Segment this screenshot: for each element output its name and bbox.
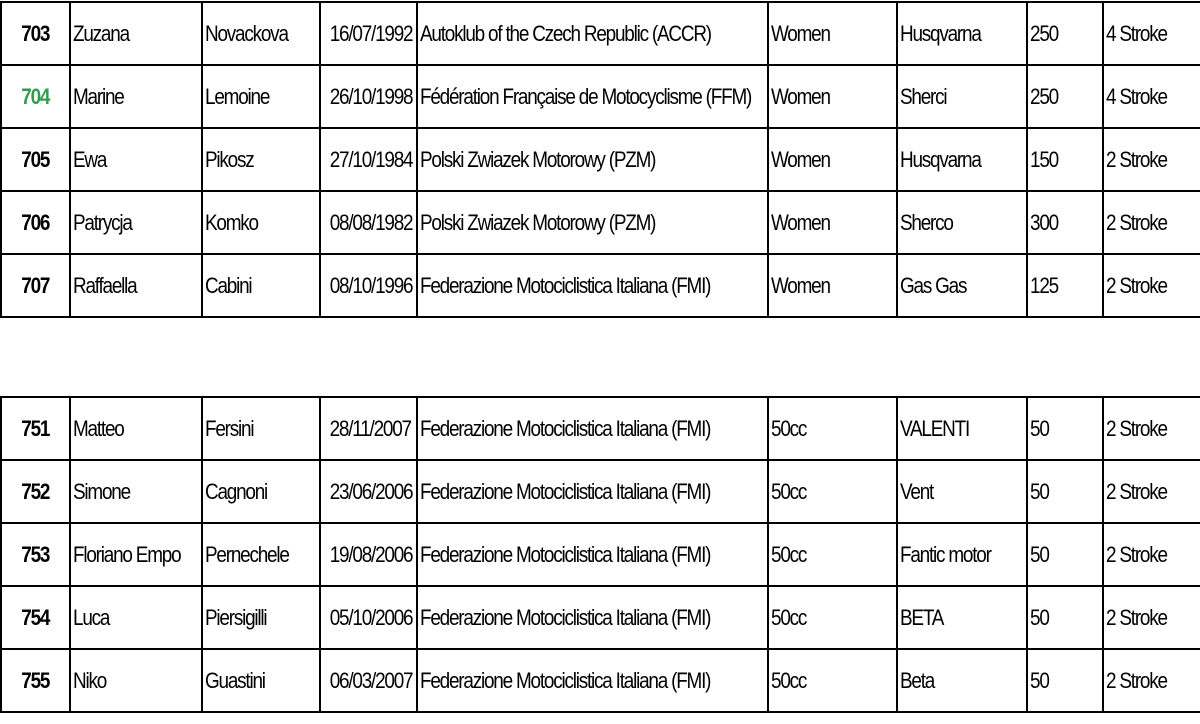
rider-number: 754 xyxy=(21,604,50,630)
rider-number: 705 xyxy=(21,146,50,172)
last-name: Piersigilli xyxy=(205,604,267,630)
last-name-cell xyxy=(202,586,320,649)
last-name-cell xyxy=(202,397,320,460)
engine-type: 2 Stroke xyxy=(1106,667,1167,693)
date-of-birth-cell xyxy=(320,128,417,191)
engine-cc: 50 xyxy=(1030,667,1049,693)
class-cell xyxy=(768,397,897,460)
rider-number-cell xyxy=(1,523,70,586)
federation-cell xyxy=(417,397,768,460)
class: 50cc xyxy=(771,667,807,693)
table-row xyxy=(1,460,1200,523)
first-name-cell xyxy=(70,2,202,65)
rider-number-cell xyxy=(1,191,70,254)
engine-type-cell xyxy=(1103,586,1200,649)
motorcycle-make-cell xyxy=(897,191,1027,254)
engine-cc: 50 xyxy=(1030,541,1049,567)
federation-cell xyxy=(417,254,768,317)
motorcycle-make-cell xyxy=(897,586,1027,649)
federation-cell xyxy=(417,586,768,649)
rider-number: 753 xyxy=(21,541,50,567)
engine-type: 2 Stroke xyxy=(1106,478,1167,504)
first-name-cell xyxy=(70,128,202,191)
entry-table-body xyxy=(1,2,1200,317)
entry-table-50cc xyxy=(0,396,1200,713)
table-row xyxy=(1,397,1200,460)
rider-number-cell xyxy=(1,586,70,649)
engine-cc-cell xyxy=(1027,397,1103,460)
date-of-birth: 28/11/2007 xyxy=(329,415,411,441)
motorcycle-make: Husqvarna xyxy=(900,146,981,172)
date-of-birth: 16/07/1992 xyxy=(329,20,413,46)
first-name: Ewa xyxy=(73,146,107,172)
class: 50cc xyxy=(771,541,807,567)
date-of-birth-cell xyxy=(320,2,417,65)
first-name: Luca xyxy=(73,604,110,630)
engine-type: 4 Stroke xyxy=(1106,20,1167,46)
engine-cc: 50 xyxy=(1030,415,1049,441)
last-name-cell xyxy=(202,191,320,254)
federation: Autoklub of the Czech Republic (ACCR) xyxy=(420,20,711,46)
rider-number: 752 xyxy=(21,478,50,504)
class-cell xyxy=(768,128,897,191)
table-row xyxy=(1,65,1200,128)
engine-type-cell xyxy=(1103,523,1200,586)
class-cell xyxy=(768,65,897,128)
federation: Federazione Motociclistica Italiana (FMI) xyxy=(420,604,711,630)
first-name-cell xyxy=(70,65,202,128)
engine-cc-cell xyxy=(1027,523,1103,586)
class-cell xyxy=(768,586,897,649)
first-name-cell xyxy=(70,397,202,460)
last-name: Komko xyxy=(205,209,258,235)
engine-cc: 250 xyxy=(1030,83,1058,109)
table-row xyxy=(1,586,1200,649)
last-name-cell xyxy=(202,254,320,317)
entry-table-women xyxy=(0,1,1200,318)
federation-cell xyxy=(417,649,768,712)
last-name: Cabini xyxy=(205,272,252,298)
federation-cell xyxy=(417,523,768,586)
federation: Federazione Motociclistica Italiana (FMI) xyxy=(420,415,711,441)
engine-cc: 250 xyxy=(1030,20,1058,46)
last-name: Cagnoni xyxy=(205,478,268,504)
federation: Fédération Française de Motocyclisme (FFM) xyxy=(420,83,752,109)
motorcycle-make: Sherco xyxy=(900,209,953,235)
engine-type-cell xyxy=(1103,2,1200,65)
engine-cc: 150 xyxy=(1030,146,1058,172)
first-name: Raffaella xyxy=(73,272,137,298)
rider-number-cell xyxy=(1,649,70,712)
federation-cell xyxy=(417,2,768,65)
federation: Federazione Motociclistica Italiana (FMI) xyxy=(420,272,711,298)
date-of-birth-cell xyxy=(320,460,417,523)
engine-type-cell xyxy=(1103,65,1200,128)
date-of-birth: 23/06/2006 xyxy=(329,478,413,504)
motorcycle-make-cell xyxy=(897,254,1027,317)
table-row xyxy=(1,254,1200,317)
class: Women xyxy=(771,146,830,172)
date-of-birth: 19/08/2006 xyxy=(329,541,413,567)
first-name: Patrycja xyxy=(73,209,132,235)
motorcycle-make-cell xyxy=(897,65,1027,128)
rider-number: 755 xyxy=(21,667,50,693)
engine-cc-cell xyxy=(1027,649,1103,712)
first-name-cell xyxy=(70,460,202,523)
class: Women xyxy=(771,272,830,298)
class-cell xyxy=(768,649,897,712)
date-of-birth: 06/03/2007 xyxy=(329,667,413,693)
date-of-birth-cell xyxy=(320,649,417,712)
rider-number-cell xyxy=(1,65,70,128)
engine-type: 2 Stroke xyxy=(1106,209,1167,235)
engine-cc-cell xyxy=(1027,2,1103,65)
rider-number-cell xyxy=(1,128,70,191)
table-row xyxy=(1,649,1200,712)
date-of-birth: 27/10/1984 xyxy=(329,146,413,172)
engine-type-cell xyxy=(1103,649,1200,712)
motorcycle-make: Beta xyxy=(900,667,935,693)
engine-type-cell xyxy=(1103,254,1200,317)
engine-cc-cell xyxy=(1027,65,1103,128)
table-row xyxy=(1,191,1200,254)
engine-cc: 300 xyxy=(1030,209,1058,235)
class-cell xyxy=(768,523,897,586)
date-of-birth-cell xyxy=(320,586,417,649)
entry-table-body xyxy=(1,397,1200,712)
federation: Federazione Motociclistica Italiana (FMI) xyxy=(420,541,711,567)
rider-number-cell xyxy=(1,254,70,317)
date-of-birth-cell xyxy=(320,191,417,254)
last-name-cell xyxy=(202,523,320,586)
engine-cc: 50 xyxy=(1030,604,1049,630)
engine-type: 2 Stroke xyxy=(1106,146,1167,172)
engine-cc-cell xyxy=(1027,191,1103,254)
first-name: Marine xyxy=(73,83,124,109)
class: Women xyxy=(771,83,830,109)
engine-type: 2 Stroke xyxy=(1106,541,1167,567)
engine-type: 2 Stroke xyxy=(1106,604,1167,630)
first-name-cell xyxy=(70,586,202,649)
motorcycle-make-cell xyxy=(897,649,1027,712)
motorcycle-make: Husqvarna xyxy=(900,20,981,46)
motorcycle-make: VALENTI xyxy=(900,415,970,441)
rider-number: 704 xyxy=(21,83,50,109)
date-of-birth-cell xyxy=(320,523,417,586)
class: Women xyxy=(771,209,830,235)
last-name: Novackova xyxy=(205,20,288,46)
last-name: Pikosz xyxy=(205,146,254,172)
motorcycle-make: Sherci xyxy=(900,83,947,109)
engine-cc-cell xyxy=(1027,254,1103,317)
engine-type: 2 Stroke xyxy=(1106,415,1167,441)
date-of-birth-cell xyxy=(320,397,417,460)
motorcycle-make: Gas Gas xyxy=(900,272,967,298)
motorcycle-make-cell xyxy=(897,460,1027,523)
motorcycle-make-cell xyxy=(897,2,1027,65)
last-name: Pernechele xyxy=(205,541,289,567)
rider-number: 707 xyxy=(21,272,50,298)
engine-type: 4 Stroke xyxy=(1106,83,1167,109)
class: Women xyxy=(771,20,830,46)
first-name-cell xyxy=(70,649,202,712)
class-cell xyxy=(768,191,897,254)
motorcycle-make-cell xyxy=(897,523,1027,586)
last-name-cell xyxy=(202,649,320,712)
table-row xyxy=(1,128,1200,191)
class-cell xyxy=(768,254,897,317)
first-name: Floriano Empo xyxy=(73,541,181,567)
federation: Polski Zwiazek Motorowy (PZM) xyxy=(420,146,656,172)
motorcycle-make: BETA xyxy=(900,604,944,630)
last-name: Lemoine xyxy=(205,83,270,109)
federation-cell xyxy=(417,128,768,191)
table-row xyxy=(1,2,1200,65)
date-of-birth: 08/08/1982 xyxy=(329,209,413,235)
engine-type-cell xyxy=(1103,460,1200,523)
federation-cell xyxy=(417,191,768,254)
last-name-cell xyxy=(202,2,320,65)
rider-number-cell xyxy=(1,460,70,523)
engine-cc-cell xyxy=(1027,128,1103,191)
date-of-birth-cell xyxy=(320,65,417,128)
rider-number-cell xyxy=(1,2,70,65)
class-cell xyxy=(768,2,897,65)
engine-cc: 125 xyxy=(1030,272,1058,298)
federation-cell xyxy=(417,65,768,128)
rider-number: 703 xyxy=(21,20,50,46)
first-name: Zuzana xyxy=(73,20,129,46)
first-name-cell xyxy=(70,254,202,317)
first-name: Matteo xyxy=(73,415,124,441)
engine-type-cell xyxy=(1103,397,1200,460)
first-name: Niko xyxy=(73,667,107,693)
engine-type: 2 Stroke xyxy=(1106,272,1167,298)
motorcycle-make-cell xyxy=(897,397,1027,460)
last-name-cell xyxy=(202,460,320,523)
engine-cc-cell xyxy=(1027,586,1103,649)
date-of-birth: 08/10/1996 xyxy=(329,272,413,298)
last-name: Guastini xyxy=(205,667,265,693)
class-cell xyxy=(768,460,897,523)
rider-number: 751 xyxy=(21,415,50,441)
class: 50cc xyxy=(771,415,807,441)
date-of-birth: 05/10/2006 xyxy=(329,604,413,630)
last-name-cell xyxy=(202,65,320,128)
federation: Federazione Motociclistica Italiana (FMI) xyxy=(420,667,711,693)
date-of-birth-cell xyxy=(320,254,417,317)
engine-type-cell xyxy=(1103,191,1200,254)
motorcycle-make: Fantic motor xyxy=(900,541,991,567)
federation: Federazione Motociclistica Italiana (FMI) xyxy=(420,478,711,504)
federation: Polski Zwiazek Motorowy (PZM) xyxy=(420,209,656,235)
engine-cc: 50 xyxy=(1030,478,1049,504)
first-name-cell xyxy=(70,523,202,586)
class: 50cc xyxy=(771,478,807,504)
federation-cell xyxy=(417,460,768,523)
engine-type-cell xyxy=(1103,128,1200,191)
motorcycle-make-cell xyxy=(897,128,1027,191)
last-name-cell xyxy=(202,128,320,191)
table-row xyxy=(1,523,1200,586)
first-name: Simone xyxy=(73,478,130,504)
first-name-cell xyxy=(70,191,202,254)
engine-cc-cell xyxy=(1027,460,1103,523)
motorcycle-make: Vent xyxy=(900,478,934,504)
date-of-birth: 26/10/1998 xyxy=(329,83,413,109)
rider-number: 706 xyxy=(21,209,50,235)
last-name: Fersini xyxy=(205,415,254,441)
class: 50cc xyxy=(771,604,807,630)
rider-number-cell xyxy=(1,397,70,460)
